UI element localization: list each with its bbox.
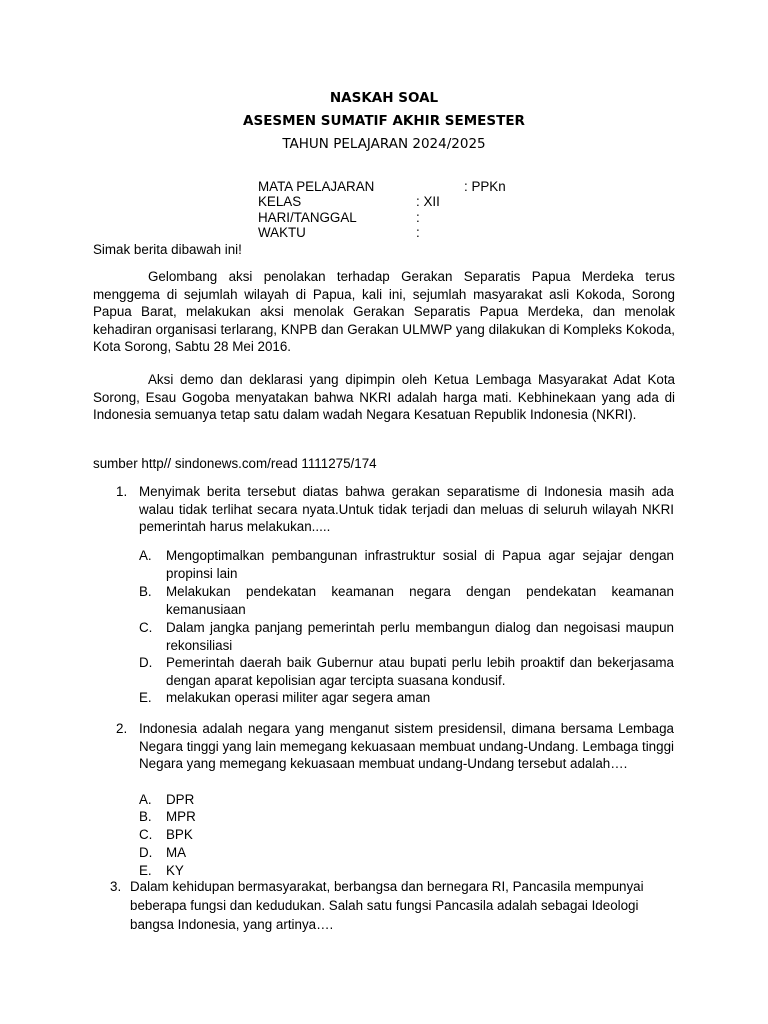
question-2-option-c[interactable] [139, 826, 339, 844]
passage-paragraph-1: Gelombang aksi penolakan terhadap Gerakan Separatis Papua Merdeka terus menggema di sejumlah wilayah di Papua, kali ini, sejumlah masyarakat asli Kokoda, Sorong Papua Barat, melakukan aksi menolak Gerakan Separatis Papua Merdeka, dan menolak kehadiran organisasi terlarang, KNPB dan Gerakan ULMWP yang dilakukan di Kompleks Kokoda, Kota Sorong, Sabtu 28 Mei 2016. [93, 269, 675, 354]
question-2-option-a[interactable] [139, 791, 339, 809]
question-2-option-d[interactable] [139, 844, 339, 862]
option-text: melakukan operasi militer agar segera aman [166, 690, 431, 705]
question-2-text: Indonesia adalah negara yang menganut sistem presidensil, dimana bersama Lembaga Negara tinggi yang lain memegang kekuasaan membuat undang-Undang. Lembaga tinggi Negara yang memegang kekuasaan membuat undang-Undang tersebut adalah…. [139, 721, 674, 771]
kelas-value: : XII [416, 194, 440, 209]
doc-title: NASKAH SOAL [329, 90, 439, 106]
question-2-number: 2. [116, 721, 128, 736]
option-letter: B. [139, 584, 152, 599]
passage-paragraph-2: Aksi demo dan deklarasi yang dipimpin oleh Ketua Lembaga Masyarakat Adat Kota Sorong, Esau Gogoba menyatakan bahwa NKRI adalah harga mati. Kebhinekaan yang ada di Indonesia semuanya tetap satu dalam wadah Negara Kesatuan Republik Indonesia (NKRI). [93, 372, 675, 422]
option-text: Mengoptimalkan pembangunan infrastruktur sosial di Papua agar sejajar dengan propinsi lain [166, 548, 674, 581]
intro-text: Simak berita dibawah ini! [93, 242, 242, 257]
question-3-line-3: bangsa Indonesia, yang artinya…. [130, 917, 334, 932]
hari-label: HARI/TANGGAL [258, 210, 357, 225]
question-3-number: 3. [110, 879, 122, 894]
question-1-option-e[interactable] [139, 689, 674, 707]
question-1-option-c[interactable] [139, 619, 674, 655]
news-source: sumber http// sindonews.com/read 1111275/174 [93, 456, 377, 471]
question-2-option-b[interactable] [139, 808, 339, 826]
question-1-option-b[interactable] [139, 583, 674, 619]
option-letter: A. [139, 792, 152, 807]
waktu-value: : [416, 225, 420, 240]
question-1-text: Menyimak berita tersebut diatas bahwa gerakan separatisme di Indonesia masih ada walau tidak terlihat secara nyata.Untuk tidak terjadi dan meluas di seluruh wilayah NKRI pemerintah harus melakukan..... [139, 484, 674, 534]
waktu-label: WAKTU [258, 225, 306, 240]
option-letter: C. [139, 827, 153, 842]
option-letter: D. [139, 845, 153, 860]
question-1-option-d[interactable] [139, 654, 674, 690]
option-text: Pemerintah daerah baik Gubernur atau bupati perlu lebih proaktif dan bekerjasama dengan aparat kepolisian agar tercipta suasana kondusif. [166, 655, 674, 688]
option-letter: C. [139, 620, 153, 635]
option-letter: B. [139, 809, 152, 824]
question-3-line-2: beberapa fungsi dan kedudukan. Salah satu fungsi Pancasila adalah sebagai Ideologi [130, 898, 639, 913]
school-year: TAHUN PELAJARAN 2024/2025 [282, 136, 486, 152]
question-1-option-a[interactable] [139, 547, 674, 583]
option-letter: E. [139, 690, 152, 705]
option-text: DPR [166, 792, 195, 807]
option-text: BPK [166, 827, 193, 842]
question-3-line-1: Dalam kehidupan bermasyarakat, berbangsa dan bernegara RI, Pancasila mempunyai [130, 879, 644, 894]
option-text: MPR [166, 809, 196, 824]
option-text: MA [166, 845, 187, 860]
mapel-label: MATA PELAJARAN [258, 179, 375, 194]
option-text: Dalam jangka panjang pemerintah perlu membangun dialog dan negoisasi maupun rekonsiliasi [166, 620, 674, 653]
question-1-number: 1. [116, 484, 128, 499]
option-text: Melakukan pendekatan keamanan negara dengan pendekatan keamanan kemanusiaan [166, 584, 674, 617]
option-letter: D. [139, 655, 153, 670]
doc-subtitle: ASESMEN SUMATIF AKHIR SEMESTER [243, 113, 525, 129]
kelas-label: KELAS [258, 194, 302, 209]
option-letter: A. [139, 548, 152, 563]
option-letter: E. [139, 863, 152, 878]
option-text: KY [166, 863, 184, 878]
hari-value: : [416, 210, 420, 225]
mapel-value: : PPKn [464, 179, 506, 194]
